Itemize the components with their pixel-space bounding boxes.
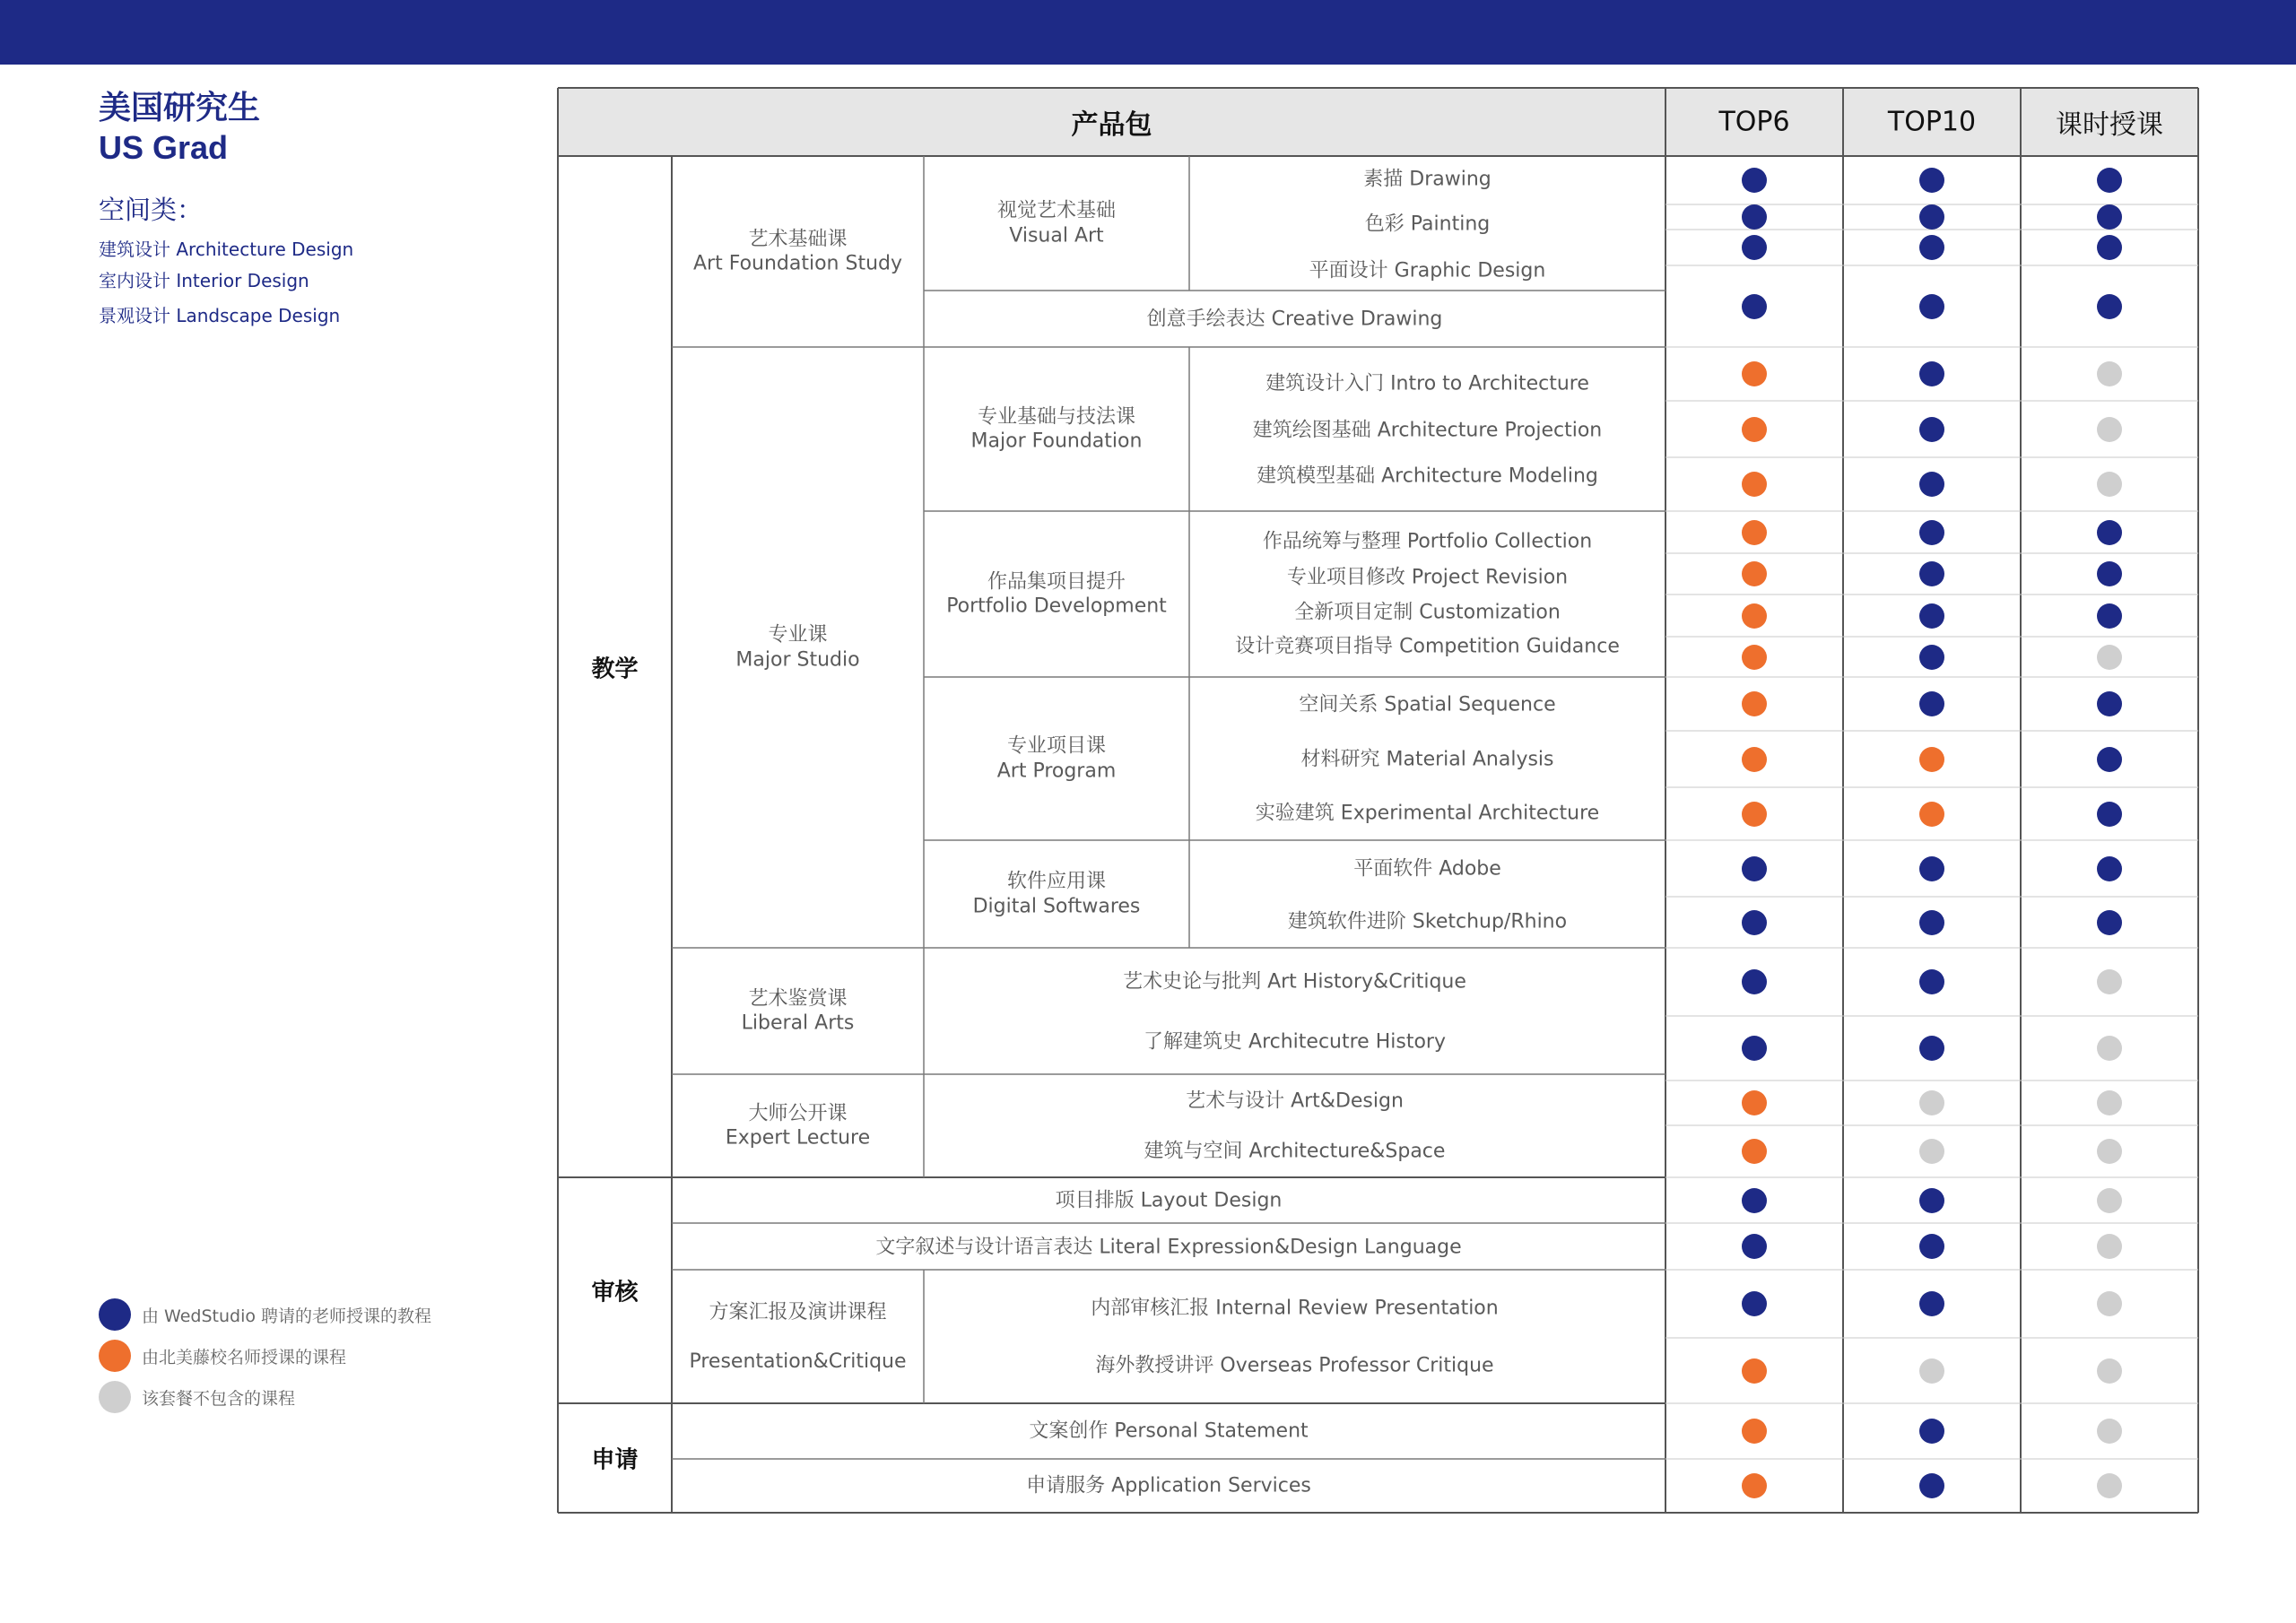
cell-line: Digital Softwares <box>972 895 1141 917</box>
course-name: 内部审核汇报 Internal Review Presentation <box>1091 1297 1499 1320</box>
availability-dot-top10-blue <box>1919 691 1944 716</box>
availability-dot-top10-blue <box>1919 1291 1944 1316</box>
category-item: 室内设计 Interior Design <box>99 270 309 291</box>
availability-dot-top6-orange <box>1742 472 1767 497</box>
availability-dot-hourly-blue <box>2097 603 2122 629</box>
availability-dot-top6-blue <box>1742 856 1767 881</box>
availability-dot-top10-orange <box>1919 802 1944 827</box>
course-name: 材料研究 Material Analysis <box>1300 748 1554 771</box>
availability-dot-top6-orange <box>1742 691 1767 716</box>
cell-line: 专业项目课 <box>1006 734 1107 758</box>
availability-dot-top6-blue <box>1742 1291 1767 1316</box>
availability-dot-top6-blue <box>1742 1234 1767 1259</box>
availability-dot-hourly-blue <box>2097 204 2122 230</box>
course-name: 文字叙述与设计语言表达 Literal Expression&Design Language <box>875 1236 1462 1259</box>
cell-line: Liberal Arts <box>741 1011 855 1035</box>
availability-dot-top10-gray <box>1919 1090 1944 1115</box>
course-name: 设计竞赛项目指导 Competition Guidance <box>1235 635 1620 658</box>
header-top6: TOP6 <box>1718 106 1790 138</box>
cell-line: 方案汇报及演讲课程 <box>709 1300 887 1324</box>
availability-dot-top6-blue <box>1742 294 1767 319</box>
course-category <box>726 1101 870 1150</box>
cell-line: Major Studio <box>735 648 860 671</box>
course-name: 建筑设计入门 Intro to Architecture <box>1265 372 1589 395</box>
cell-line: 专业课 <box>768 623 828 647</box>
availability-dot-top10-blue <box>1919 856 1944 881</box>
course-name: 建筑与空间 Architecture&Space <box>1144 1140 1446 1163</box>
availability-dot-hourly-gray <box>2097 1036 2122 1061</box>
header-package: 产品包 <box>1071 109 1152 141</box>
course-category <box>689 1299 906 1374</box>
cell-line: 大师公开课 <box>748 1102 848 1124</box>
availability-dot-top10-blue <box>1919 294 1944 319</box>
category-item: 景观设计 Landscape Design <box>99 305 341 326</box>
course-category <box>693 227 902 276</box>
availability-dot-hourly-gray <box>2097 1358 2122 1384</box>
cell-line: 艺术鉴赏课 <box>748 987 848 1010</box>
course-name: 创意手绘表达 Creative Drawing <box>1146 308 1443 331</box>
availability-dot-top10-blue <box>1919 1473 1944 1498</box>
availability-dot-top6-orange <box>1742 361 1767 386</box>
availability-dot-hourly-gray <box>2097 1291 2122 1316</box>
availability-dot-top6-blue <box>1742 1036 1767 1061</box>
page-title-en: US Grad <box>99 129 229 166</box>
course-name: 实验建筑 Experimental Architecture <box>1255 802 1600 825</box>
availability-dot-top6-orange <box>1742 1090 1767 1115</box>
availability-dot-top10-blue <box>1919 1419 1944 1444</box>
availability-dot-hourly-blue <box>2097 168 2122 193</box>
availability-dot-top10-gray <box>1919 1358 1944 1384</box>
availability-dot-top10-blue <box>1919 520 1944 545</box>
page-title-cn: 美国研究生 <box>99 90 261 126</box>
availability-dot-top6-orange <box>1742 1358 1767 1384</box>
availability-dot-hourly-gray <box>2097 969 2122 994</box>
course-name: 专业项目修改 Project Revision <box>1286 566 1569 589</box>
availability-dot-hourly-gray <box>2097 1188 2122 1213</box>
cell-line: Portfolio Development <box>946 595 1167 618</box>
course-name: 全新项目定制 Customization <box>1294 601 1561 624</box>
group-label: 教学 <box>591 655 639 682</box>
availability-dot-hourly-blue <box>2097 802 2122 827</box>
availability-dot-hourly-blue <box>2097 235 2122 260</box>
cell-line: Major Foundation <box>970 430 1143 453</box>
availability-dot-top6-orange <box>1742 1139 1767 1164</box>
availability-dot-top10-blue <box>1919 361 1944 386</box>
course-category <box>742 986 855 1036</box>
category-item: 建筑设计 Architecture Design <box>99 239 354 260</box>
availability-dot-hourly-blue <box>2097 910 2122 935</box>
cell-line: Visual Art <box>1009 224 1104 247</box>
cell-line: 艺术基础课 <box>748 228 848 250</box>
cell-line: Expert Lecture <box>725 1126 871 1150</box>
availability-dot-top10-blue <box>1919 561 1944 586</box>
availability-dot-top6-blue <box>1742 910 1767 935</box>
header-top10: TOP10 <box>1887 106 1977 138</box>
cell-line: 作品集项目提升 <box>987 570 1126 593</box>
course-category <box>735 623 859 673</box>
availability-dot-hourly-gray <box>2097 1419 2122 1444</box>
availability-dot-top10-blue <box>1919 1188 1944 1213</box>
cell-line <box>795 1324 801 1350</box>
availability-dot-top10-blue <box>1919 645 1944 670</box>
cell-line: 视觉艺术基础 <box>996 199 1117 222</box>
availability-dot-top6-orange <box>1742 802 1767 827</box>
course-subcategory <box>973 870 1141 919</box>
availability-dot-hourly-blue <box>2097 561 2122 586</box>
availability-dot-hourly-gray <box>2097 417 2122 442</box>
availability-dot-top6-orange <box>1742 645 1767 670</box>
course-name: 作品统筹与整理 Portfolio Collection <box>1262 530 1593 553</box>
course-name: 平面软件 Adobe <box>1353 857 1501 881</box>
group-label: 审核 <box>591 1279 639 1306</box>
cell-line: 软件应用课 <box>1006 870 1107 893</box>
course-name: 色彩 Painting <box>1364 213 1491 236</box>
availability-dot-top10-blue <box>1919 1036 1944 1061</box>
availability-dot-top6-orange <box>1742 1419 1767 1444</box>
course-subcategory <box>997 734 1117 784</box>
cell-line: Art Program <box>996 759 1117 782</box>
availability-dot-top6-blue <box>1742 1188 1767 1213</box>
availability-dot-top6-orange <box>1742 417 1767 442</box>
availability-dot-hourly-gray <box>2097 361 2122 386</box>
availability-dot-top6-orange <box>1742 1473 1767 1498</box>
cell-line: Art Foundation Study <box>692 252 903 275</box>
course-subcategory <box>946 569 1167 619</box>
availability-dot-hourly-gray <box>2097 1473 2122 1498</box>
legend-label: 由 WedStudio 聘请的老师授课的教程 <box>142 1306 432 1326</box>
availability-dot-top10-blue <box>1919 204 1944 230</box>
availability-dot-top10-gray <box>1919 1139 1944 1164</box>
availability-dot-top10-blue <box>1919 417 1944 442</box>
availability-dot-top10-blue <box>1919 910 1944 935</box>
course-name: 艺术史论与批判 Art History&Critique <box>1123 970 1466 994</box>
availability-dot-top10-orange <box>1919 747 1944 772</box>
availability-dot-hourly-blue <box>2097 294 2122 319</box>
availability-dot-hourly-gray <box>2097 1139 2122 1164</box>
course-subcategory <box>997 199 1116 248</box>
availability-dot-hourly-gray <box>2097 645 2122 670</box>
course-name: 建筑模型基础 Architecture Modeling <box>1257 464 1598 488</box>
course-name: 文案创作 Personal Statement <box>1029 1419 1309 1443</box>
availability-dot-top6-blue <box>1742 235 1767 260</box>
availability-dot-hourly-blue <box>2097 520 2122 545</box>
availability-dot-top6-orange <box>1742 520 1767 545</box>
course-name: 建筑绘图基础 Architecture Projection <box>1252 419 1603 442</box>
course-name: 海外教授讲评 Overseas Professor Critique <box>1095 1354 1494 1377</box>
header-hourly: 课时授课 <box>2056 109 2163 141</box>
availability-dot-hourly-blue <box>2097 691 2122 716</box>
category-title: 空间类： <box>99 195 204 225</box>
availability-dot-hourly-gray <box>2097 1090 2122 1115</box>
availability-dot-top6-blue <box>1742 969 1767 994</box>
course-name: 空间关系 Spatial Sequence <box>1299 693 1556 716</box>
course-name: 申请服务 Application Services <box>1026 1474 1311 1497</box>
course-subcategory <box>971 404 1143 454</box>
availability-dot-hourly-gray <box>2097 1234 2122 1259</box>
availability-dot-top10-blue <box>1919 168 1944 193</box>
cell-line: 专业基础与技法课 <box>977 405 1136 428</box>
availability-dot-hourly-gray <box>2097 472 2122 497</box>
course-name: 了解建筑史 Architecutre History <box>1144 1030 1446 1054</box>
course-name: 平面设计 Graphic Design <box>1309 259 1546 282</box>
course-name: 艺术与设计 Art&Design <box>1186 1089 1404 1113</box>
course-name: 项目排版 Layout Design <box>1055 1189 1283 1212</box>
availability-dot-hourly-blue <box>2097 747 2122 772</box>
availability-dot-top10-blue <box>1919 472 1944 497</box>
availability-dot-top6-orange <box>1742 561 1767 586</box>
group-label: 申请 <box>591 1446 639 1474</box>
availability-dot-top6-orange <box>1742 747 1767 772</box>
cell-line: Presentation&Critique <box>689 1350 907 1373</box>
availability-dot-top10-blue <box>1919 969 1944 994</box>
legend-label: 该套餐不包含的课程 <box>142 1388 296 1409</box>
course-name: 素描 Drawing <box>1363 168 1492 191</box>
availability-dot-top10-blue <box>1919 235 1944 260</box>
legend-label: 由北美藤校名师授课的课程 <box>142 1347 347 1367</box>
availability-dot-top6-orange <box>1742 603 1767 629</box>
availability-dot-top10-blue <box>1919 1234 1944 1259</box>
course-name: 建筑软件进阶 Sketchup/Rhino <box>1287 910 1568 933</box>
availability-dot-hourly-blue <box>2097 856 2122 881</box>
availability-dot-top6-blue <box>1742 168 1767 193</box>
availability-dot-top10-blue <box>1919 603 1944 629</box>
availability-dot-top6-blue <box>1742 204 1767 230</box>
